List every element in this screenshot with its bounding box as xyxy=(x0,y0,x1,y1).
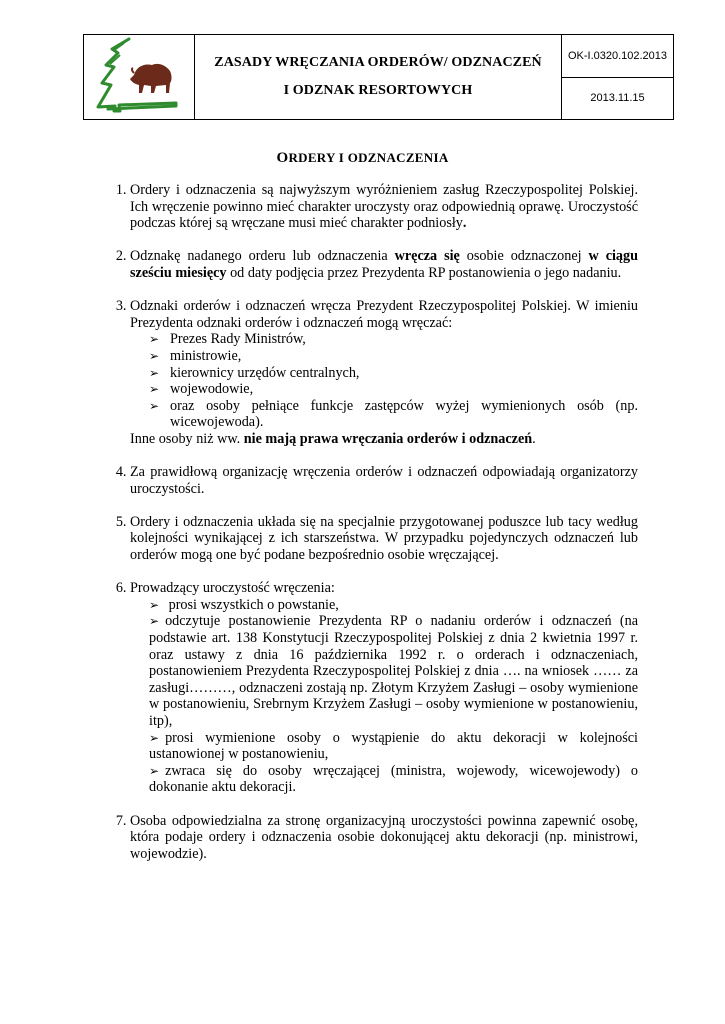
list-item-3: 3. Odznaki orderów i odznaczeń wręcza Prezydent Rzeczypospolitej Polskiej. W imieniu Prezydenta odznaki orderów i odznaczeń mogą wręczać: ➢ Prezes Rady Ministrów, ➢ ministrowie, ➢ kierownicy urzędów centralnych, ➢ wojewodowie, ➢ oraz osoby pełniące funkcje zastępców wyżej wymienionych osób (np. wicewojewoda). Inne osoby niż ww. nie mają prawa wręczania orderów i odznaczeń. xyxy=(130,298,638,447)
document-body xyxy=(103,182,638,879)
document-meta xyxy=(562,35,673,119)
list-item-2: 2. Odznakę nadanego orderu lub odznaczenia wręcza się osobie odznaczonej w ciągu sześciu miesięcy od daty podjęcia przez Prezydenta RP postanowienia o jego nadaniu. xyxy=(130,248,638,281)
arrow-bullet-item: ➢ Prezes Rady Ministrów, xyxy=(149,331,638,348)
list-item-7: 7. Osoba odpowiedzialna za stronę organizacyjną uroczystości powinna zapewnić osobę, która podaje ordery i odznaczenia osobie dokonującej aktu dekoracji (np. ministrowi, wojewodzie). xyxy=(130,813,638,863)
section-title: ORDERY I ODZNACZENIA xyxy=(276,150,449,166)
arrow-bullet-item: ➢ prosi wszystkich o powstanie, xyxy=(149,596,339,613)
item-3-note: Inne osoby niż ww. nie mają prawa wręczania orderów i odznaczeń. xyxy=(130,430,536,447)
bison-forest-logo xyxy=(84,35,195,119)
document-header xyxy=(83,34,674,120)
authorized-persons-list xyxy=(130,331,638,431)
list-item-1: 1. Ordery i odznaczenia są najwyższym wyróżnieniem zasług Rzeczypospolitej Polskiej. Ich wręczenie powinno mieć charakter uroczysty oraz odpowiednią oprawę. Uroczystość podczas której są wręczane musi mieć charakter podniosły. xyxy=(130,182,638,232)
list-item-5: 5. Ordery i odznaczenia układa się na specjalnie przygotowanej poduszce lub tacy według kolejności wynikającej z ich starszeństwa. W przypadku pojedynczych odznaczeń lub orderów mogą one być podane bezpośrednio osobie wręczającej. xyxy=(130,514,638,564)
arrow-bullet-item: ➢ ministrowie, xyxy=(149,348,638,365)
list-item-4: 4. Za prawidłową organizację wręczenia orderów i odznaczeń odpowiadają organizatorzy uroczystości. xyxy=(130,464,638,497)
document-title xyxy=(195,35,562,119)
arrow-bullet-icon: ➢ xyxy=(149,597,160,612)
ceremony-steps-list xyxy=(130,597,638,796)
title-line-2: I ODZNAK RESORTOWYCH xyxy=(283,83,473,98)
arrow-bullet-icon: ➢ xyxy=(149,730,160,745)
arrow-bullet-item: ➢ odczytuje postanowienie Prezydenta RP o nadaniu orderów i odznaczeń (na podstawie art. 138 Konstytucji Rzeczypospolitej Polskiej z dnia 2 kwietnia 1997 r. oraz ustawy z dnia 16 października 1992 r. o orderach i odznaczeniach, postanowieniem Prezydenta Rzeczypospolitej Polskiej z dnia …. na wniosek …… za zasługi………, odznaczeni zostają np. Złotym Krzyżem Zasługi – osoby wymienione w postanowieniu, Srebrnym Krzyżem Zasługi – osoby wymienione w postanowieniu, itp), xyxy=(149,613,638,729)
list-item-6: 6. Prowadzący uroczystość wręczenia: ➢ prosi wszystkich o powstanie, ➢ odczytuje postanowienie Prezydenta RP o nadaniu orderów i odznaczeń (na podstawie art. 138 Konstytucji Rzeczypospolitej Polskiej z dnia 2 kwietnia 1997 r. oraz ustawy z dnia 16 października 1992 r. o orderach i odznaczeniach, postanowieniem Prezydenta Rzeczypospolitej Polskiej z dnia …. na wniosek …… za zasługi………, odznaczeni zostają np. Złotym Krzyżem Zasługi – osoby wymienione w postanowieniu, Srebrnym Krzyżem Zasługi – osoby wymienione w postanowieniu, itp), ➢ prosi wymienione osoby o wystąpienie do aktu dekoracji w kolejności ustanowionej w postanowieniu, ➢ zwraca się do osoby wręczającej (ministra, wojewody, wicewojewody) o dokonanie aktu dekoracji. xyxy=(130,580,638,796)
title-line-1: ZASADY WRĘCZANIA ORDERÓW/ ODZNACZEŃ xyxy=(214,55,542,70)
arrow-bullet-item: ➢ prosi wymienione osoby o wystąpienie do aktu dekoracji w kolejności ustanowionej w postanowieniu, xyxy=(149,729,638,763)
arrow-bullet-icon: ➢ xyxy=(149,614,160,629)
arrow-bullet-item: ➢ wojewodowie, xyxy=(149,381,638,398)
arrow-bullet-item: ➢ zwraca się do osoby wręczającej (ministra, wojewody, wicewojewody) o dokonanie aktu dekoracji. xyxy=(149,762,638,796)
document-code: OK-I.0320.102.2013 xyxy=(562,35,673,78)
arrow-bullet-item: ➢ oraz osoby pełniące funkcje zastępców wyżej wymienionych osób (np. wicewojewoda). xyxy=(149,398,638,431)
arrow-bullet-item: ➢ kierownicy urzędów centralnych, xyxy=(149,365,638,382)
arrow-bullet-icon: ➢ xyxy=(149,763,160,778)
document-date: 2013.11.15 xyxy=(590,92,645,105)
